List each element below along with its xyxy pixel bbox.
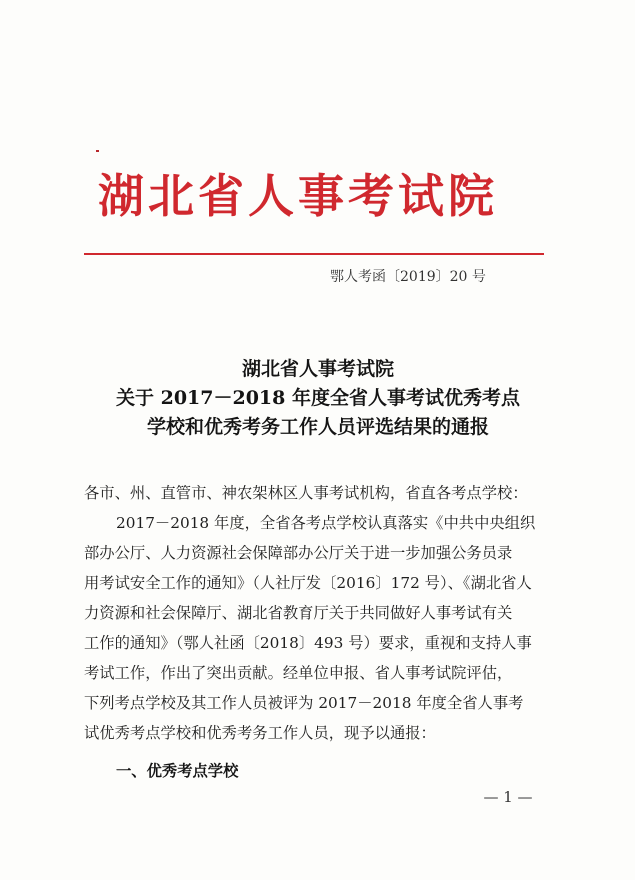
document-title (80, 355, 556, 442)
paragraph-line: 2017－2018 年度，全省各考点学校认真落实《中共中央组织 (116, 514, 536, 532)
title-line-1: 湖北省人事考试院 (241, 358, 394, 380)
paragraph-line: 用考试安全工作的通知》（人社厅发〔2016〕172 号）、《湖北省人 (84, 574, 532, 592)
ink-mark (96, 150, 99, 152)
paragraph-line: 考试工作，作出了突出贡献。经单位申报、省人事考试院评估， (84, 664, 513, 682)
paragraph-line: 下列考点学校及其工作人员被评为 2017－2018 年度全省人事考 (84, 694, 524, 712)
paragraph-line: 试优秀考点学校和优秀考务工作人员，现予以通报： (84, 724, 436, 742)
paragraph-line: 力资源和社会保障厅、湖北省教育厅关于共同做好人事考试有关 (84, 604, 513, 622)
paragraph-line: 工作的通知》（鄂人社函〔2018〕493 号）要求，重视和支持人事 (84, 634, 532, 652)
title-line-2: 关于 2017－2018 年度全省人事考试优秀考点 (116, 387, 520, 409)
paragraph-line: 部办公厅、人力资源社会保障部办公厅关于进一步加强公务员录 (84, 544, 513, 562)
document-number: 鄂人考函〔2019〕20 号 (330, 269, 486, 285)
addressee-line: 各市、州、直管市、神农架林区人事考试机构，省直各考点学校： (84, 484, 528, 502)
header-divider-line (84, 253, 544, 255)
issuing-authority-header: 湖北省人事考试院 (98, 169, 498, 223)
page-number: — 1 — (483, 788, 533, 806)
section-heading: 一、优秀考点学校 (116, 762, 239, 780)
title-line-3: 学校和优秀考务工作人员评选结果的通报 (146, 416, 489, 438)
